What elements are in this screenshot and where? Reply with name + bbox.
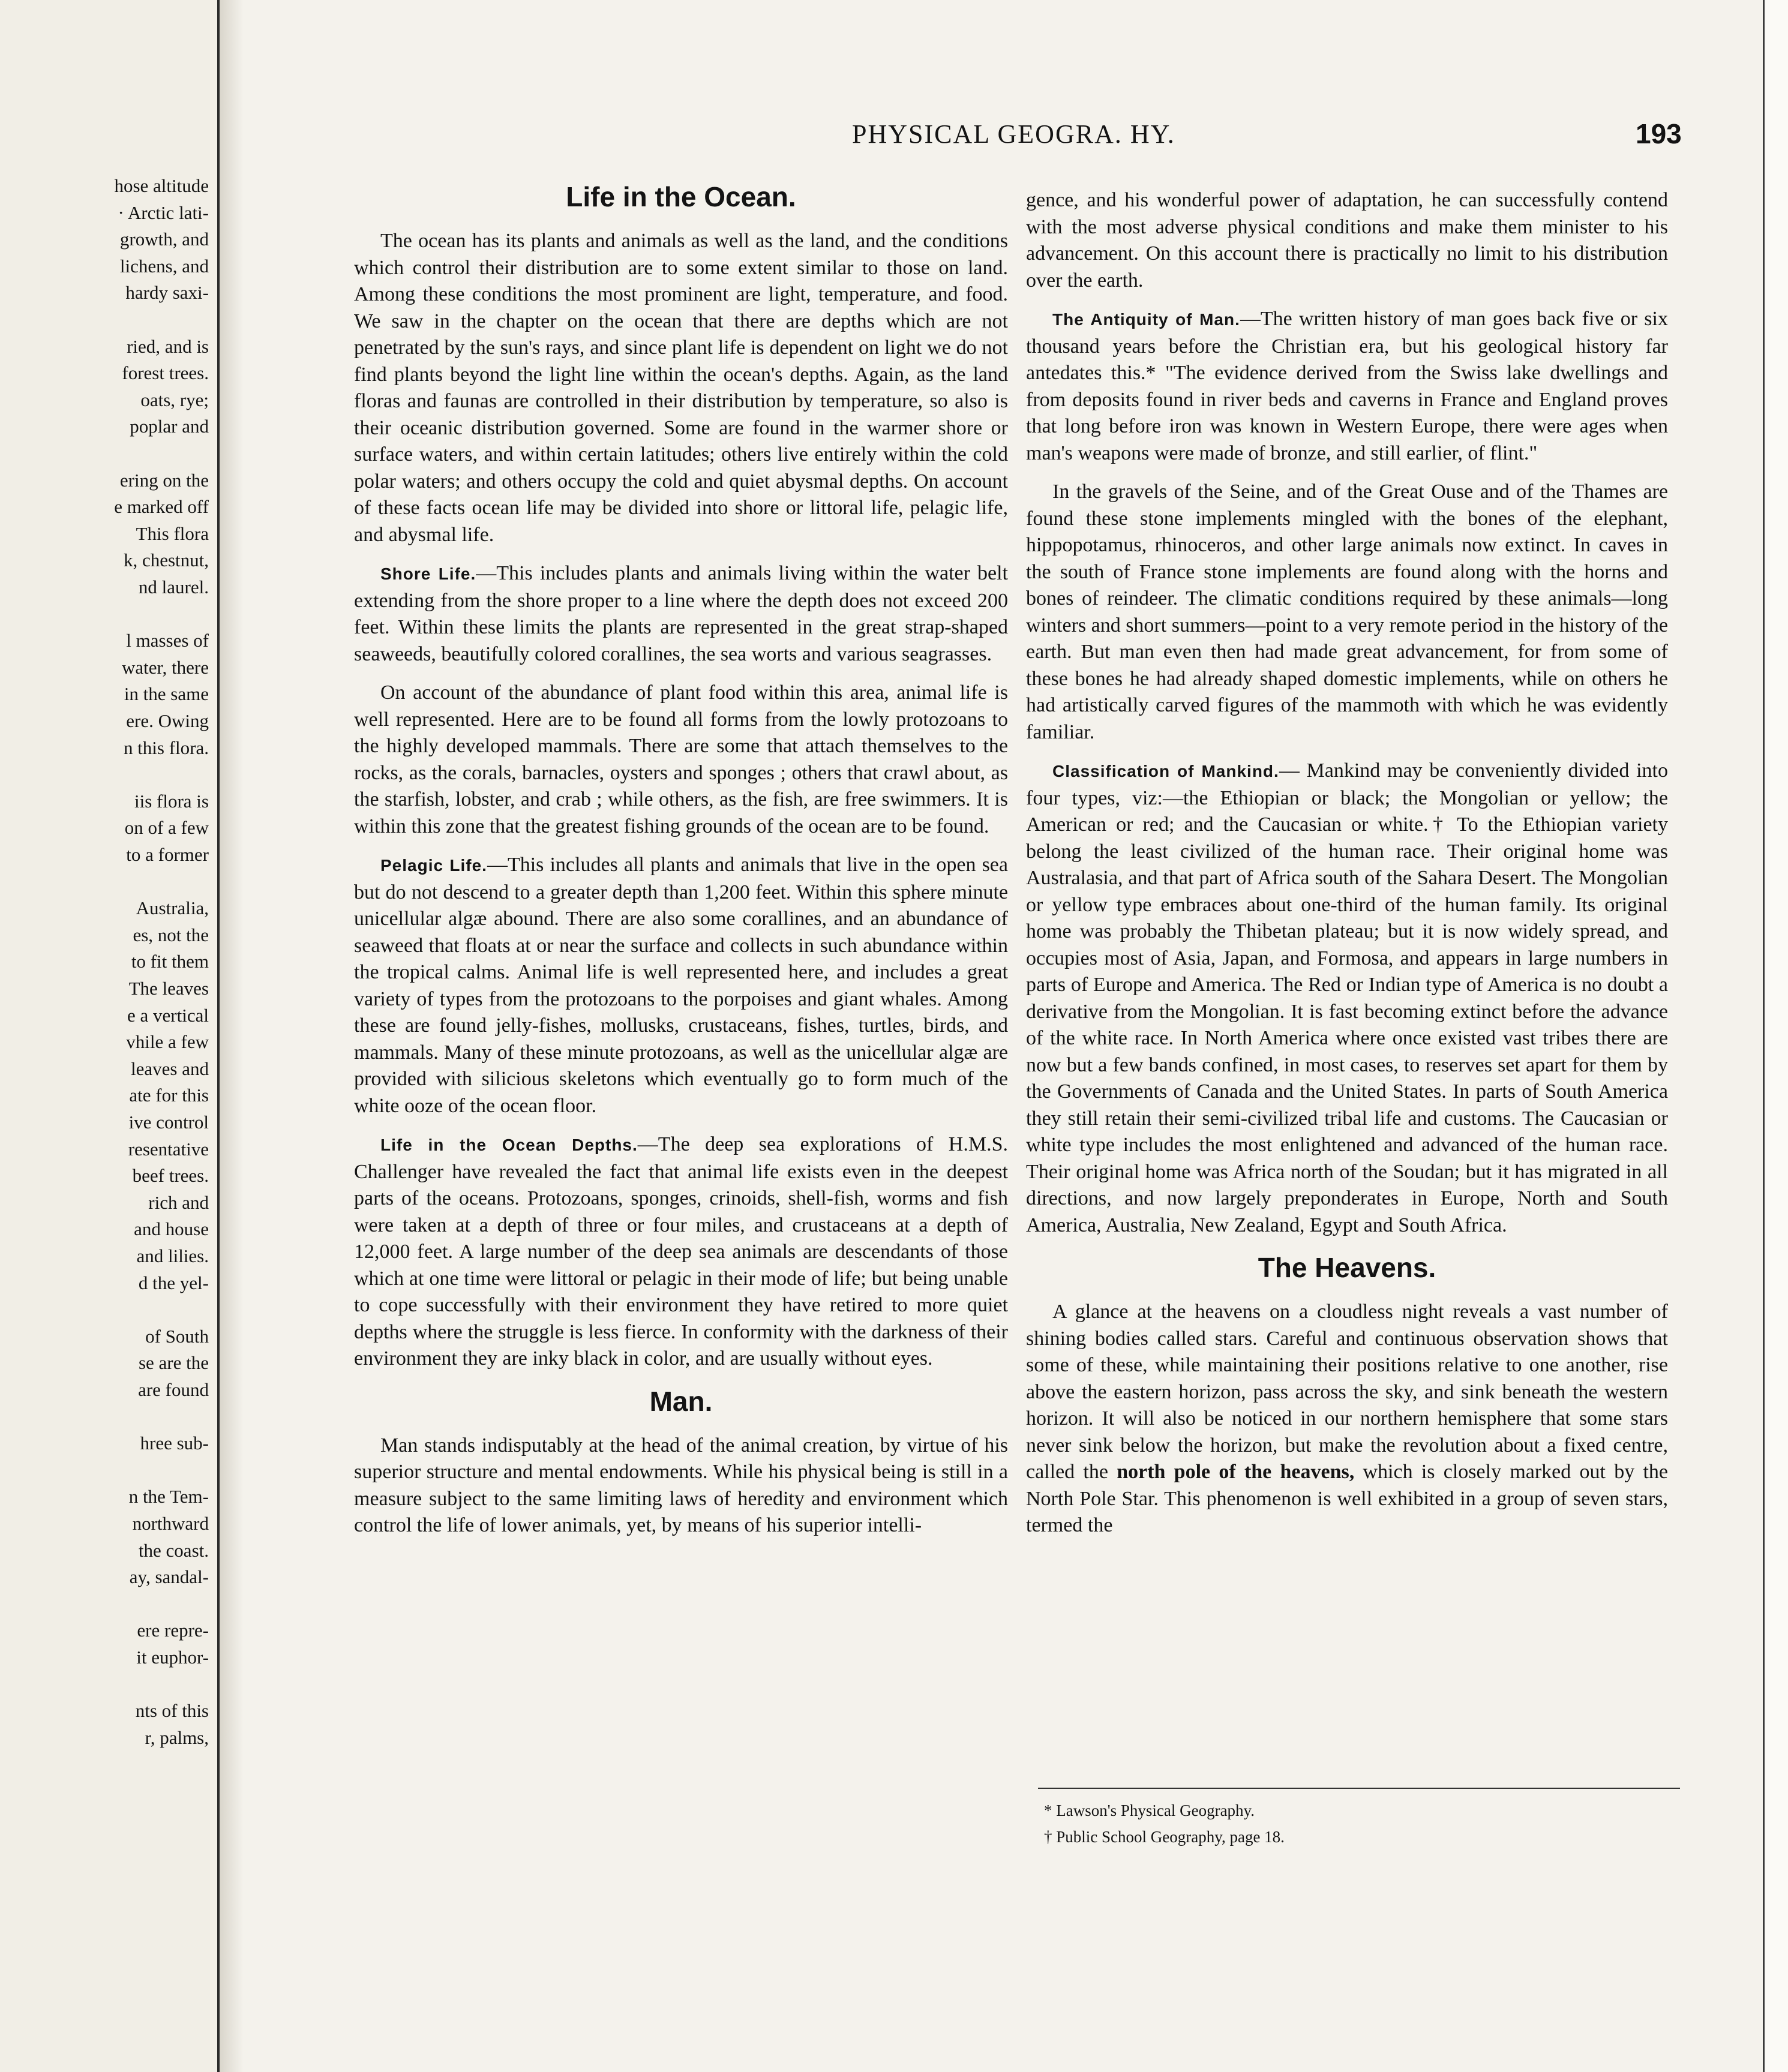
adjacent-page-line: water, there <box>121 656 209 678</box>
adjacent-page-line: northward <box>132 1513 209 1534</box>
adjacent-page-line: ate for this <box>129 1085 209 1106</box>
paragraph-ocean-intro: The ocean has its plants and animals as well as the land, and the conditions which control their distribution are to some extent similar to those on land. Among these conditions the most prominent are light, temperature, and food. We saw in the chapter on the ocean that there are depths which are not penetrated by the sun's rays, and since plant life is dependent on light we do not find plants beyond the light line within the ocean's depths. Again, as the land floras and faunas are controlled in their distribution by temperature, so also is their oceanic distribution governed. Some are found in the warmer shore or surface waters, and within certain latitudes; others live entirely within the cold polar waters; and others occupy the cold and quiet abysmal depths. On account of these facts ocean life may be divided into shore or littoral life, pelagic life, and abysmal life. <box>354 230 1008 546</box>
paragraph-ocean-depths: Life in the Ocean Depths.—The deep sea explorations of H.M.S. Challenger have revealed the fact that animal life exists even in the deepest parts of the oceans. Protozoans, sponges, crinoids, shell-fish, worms and fish were taken at a depth of three or four miles, and crustaceans at a depth of 12,000 feet. A large number of the deep sea animals are descendants of those which at one time were littoral or pelagic in their mode of life; but being unable to cope successfully with their environment they have retired to more quiet depths where the struggle is less fierce. In conformity with the darkness of their environment they are inky black in color, and are usually without eyes. <box>354 1133 1009 1370</box>
adjacent-page-line: lichens, and <box>119 255 209 277</box>
adjacent-page-line: in the same <box>124 683 209 705</box>
paragraph-gravels: In the gravels of the Seine, and of the Great Ouse and of the Thames are found these stone implements mingled with the bones of the elephant, hippopotamus, rhinoceros, and other large animals now extinct. In caves in the south of France stone implements are found along with the horns and bones of reindeer. The climatic conditions required by these animals—long winters and short summers—point to a very remote period in the history of the earth. But man even then had made great advancement, for from some of these bones he had already shaped domestic implements, while on others he had artistically carved figures of the mammoth with which he was evidently familiar. <box>1026 481 1668 743</box>
adjacent-page-line: ere. Owing <box>126 710 209 731</box>
adjacent-page-line: · Arctic lati- <box>118 202 209 223</box>
subhead-antiquity-of-man: The Antiquity of Man. <box>1052 310 1240 329</box>
left-column <box>354 174 1008 1551</box>
adjacent-page-line: Australia, <box>136 897 209 919</box>
right-column <box>1026 187 1668 1551</box>
subhead-pelagic-life: Pelagic Life. <box>380 856 487 875</box>
adjacent-page-line: forest trees. <box>122 362 209 384</box>
adjacent-page-fragment <box>0 0 220 2072</box>
adjacent-page-line: poplar and <box>130 416 209 437</box>
subhead-shore-life: Shore Life. <box>380 564 476 583</box>
adjacent-page-line: nd laurel. <box>138 576 209 597</box>
adjacent-page-line: to fit them <box>131 951 209 972</box>
paragraph-shore-life: Shore Life.—This includes plants and animals living within the water belt extending from the shore proper to a line where the depth does not exceed 200 feet. Within these limits the plants are represented in the great strap-shaped seaweeds, beautifully colored corallines, the sea worts and various seagrasses. <box>354 562 1008 665</box>
footnote-1: * Lawson's Physical Geography. <box>1044 1801 1255 1819</box>
paragraph-classification: Classification of Mankind.— Mankind may be conveniently divided into four types, viz:—the Ethiopian or black; the Mongolian or yellow; the American or red; and the Caucasian or white.† To the Ethiopian variety belong the least civilized of the human race. Their original home was Australasia, and that part of Africa south of the Sahara Desert. The Mongolian or yellow type embraces about one-third of the human family. Its original home was probably the Thibetan plateau; but it is now widely spread, and occupies most of Asia, Japan, and Formosa, and appears in large numbers in parts of Europe and America. The Red or Indian type of America is no doubt a derivative from the Mongolian. It is fast becoming extinct before the advance of the white race. In North America where once existed vast tribes there are now but a few bands confined, in most cases, to reserves set apart for them by the Governments of Canada and the United States. In parts of South America they still retain their semi-civilized tribal life and customs. The Caucasian or white type includes the most enlightened and advanced of the human race. Their original home was Africa north of the Soudan; but it has migrated in all directions, and now largely preponderates in Europe, North and South America, Australia, New Zealand, Egypt and South Africa. <box>1026 759 1668 1236</box>
footnote-2: † Public School Geography, page 18. <box>1044 1828 1285 1846</box>
running-head: PHYSICAL GEOGRA. HY. <box>852 119 1175 149</box>
paragraph-man: Man stands indisputably at the head of the animal creation, by virtue of his superior structure and mental endowments. While his physical being is still in a measure subject to the same limiting laws of heredity and environment which control the life of lower animals, yet, by means of his superior intelli- <box>354 1434 1008 1536</box>
adjacent-page-line: n the Tem- <box>128 1486 209 1508</box>
adjacent-page-line: e a vertical <box>127 1004 209 1026</box>
paragraph-shore-animals: On account of the abundance of plant food within this area, animal life is well represented. Here are to be found all forms from the lowly protozoans to the highly developed mammals. There are some that attach themselves to the rocks, as the corals, barnacles, oysters and sponges ; others that crawl about, as the starfish, lobster, and crab ; while others, as the fish, are free swimmers. It is within this zone that the greatest fishing grounds of the ocean are to be found. <box>354 681 1008 837</box>
subhead-ocean-depths: Life in the Ocean Depths. <box>380 1136 638 1154</box>
adjacent-page-line: and lilies. <box>136 1245 209 1266</box>
adjacent-page-line: n this flora. <box>123 737 209 758</box>
adjacent-page-line: ay, sandal- <box>129 1566 209 1588</box>
adjacent-page-line: on of a few <box>124 817 209 839</box>
adjacent-page-line: ive control <box>128 1112 209 1133</box>
term-north-pole-of-heavens: north pole of the heavens, <box>1117 1461 1355 1483</box>
paragraph-antiquity: The Antiquity of Man.—The written history of man goes back five or six thousand years before the Christian era, but his geological history far antedates this.* "The evidence derived from the Swiss lake dwellings and from deposits found in river beds and caverns in France and England proves that long before iron was known in Western Europe, there were ages when man's weapons were made of bronze, and still earlier, of flint." <box>1026 308 1668 464</box>
adjacent-page-line: oats, rye; <box>140 389 209 410</box>
adjacent-page-line: r, palms, <box>145 1726 209 1748</box>
adjacent-page-line: are found <box>138 1379 209 1400</box>
adjacent-page-line: the coast. <box>138 1539 209 1561</box>
adjacent-page-line: hose altitude <box>114 175 209 196</box>
adjacent-page-line: nts of this <box>135 1700 209 1722</box>
paragraph-heavens: A glance at the heavens on a cloudless night reveals a vast number of shining bodies called stars. Careful and continuous observation shows that some of these, while maintaining their positions relative to one another, rise above the eastern horizon, pass across the sky, and sink beneath the western horizon. It will also be noticed in our northern hemisphere that some stars never sink below the horizon, but make the revolution about a fixed centre, called the north pole of the heavens, which is closely marked out by the North Pole Star. This phenomenon is well exhibited in a group of seven stars, termed the <box>1026 1301 1668 1536</box>
adjacent-page-line: The leaves <box>128 978 209 999</box>
adjacent-page-line: ering on the <box>119 469 209 491</box>
adjacent-page-line: d the yel- <box>138 1272 209 1293</box>
footnotes <box>1038 1788 1680 1850</box>
page-number: 193 <box>1636 118 1682 149</box>
adjacent-page-line: hardy saxi- <box>125 282 209 304</box>
adjacent-page-line: and house <box>134 1218 209 1240</box>
adjacent-page-line: resentative <box>128 1138 209 1160</box>
adjacent-page-line: beef trees. <box>132 1165 209 1187</box>
adjacent-page-line: k, chestnut, <box>123 549 209 571</box>
adjacent-page-line: rich and <box>148 1191 209 1213</box>
adjacent-page-line: vhile a few <box>126 1031 209 1053</box>
section-title-man: Man. <box>649 1385 713 1417</box>
adjacent-page-line: ere repre- <box>137 1620 209 1641</box>
page-gutter <box>220 0 244 2072</box>
adjacent-page-line: se are the <box>138 1352 209 1374</box>
adjacent-page-line: e marked off <box>114 496 209 518</box>
adjacent-page-line: of South <box>145 1325 209 1347</box>
adjacent-page-line: it euphor- <box>136 1647 209 1668</box>
adjacent-page-line: This flora <box>136 522 209 544</box>
subhead-classification-of-mankind: Classification of Mankind. <box>1052 762 1279 780</box>
page-edge <box>1763 0 1788 2072</box>
adjacent-page-line: hree sub- <box>140 1433 209 1454</box>
adjacent-page-line: to a former <box>126 844 209 865</box>
adjacent-page-line: leaves and <box>131 1058 209 1079</box>
adjacent-page-line: ried, and is <box>127 335 209 357</box>
section-title-life-in-ocean: Life in the Ocean. <box>566 181 796 212</box>
adjacent-page-line: iis flora is <box>134 790 209 812</box>
adjacent-page-line: l masses of <box>126 630 209 651</box>
adjacent-page-line: growth, and <box>119 229 209 250</box>
adjacent-page-line: es, not the <box>133 924 209 945</box>
section-title-heavens: The Heavens. <box>1258 1252 1436 1283</box>
paragraph-man-continued: gence, and his wonderful power of adaptation, he can successfully contend with the most adverse physical conditions and make them minister to his advancement. On this account there is practically no limit to his distribution over the earth. <box>1026 189 1668 292</box>
paragraph-pelagic-life: Pelagic Life.—This includes all plants and animals that live in the open sea but do not descend to a greater depth than 1,200 feet. Within this sphere minute unicellular algæ abound. There are also some corallines, and an abundance of seaweed that floats at or near the surface and collects in such abundance within the tropical calms. Animal life is well represented here, and includes a great variety of types from the protozoans to the porpoises and giant whales. Among these are found jelly-fishes, mollusks, crustaceans, fishes, turtles, birds, and mammals. Many of these minute protozoans, as well as the unicellular algæ are provided with silicious skeletons which eventually go to form much of the white ooze of the ocean floor. <box>354 854 1008 1117</box>
